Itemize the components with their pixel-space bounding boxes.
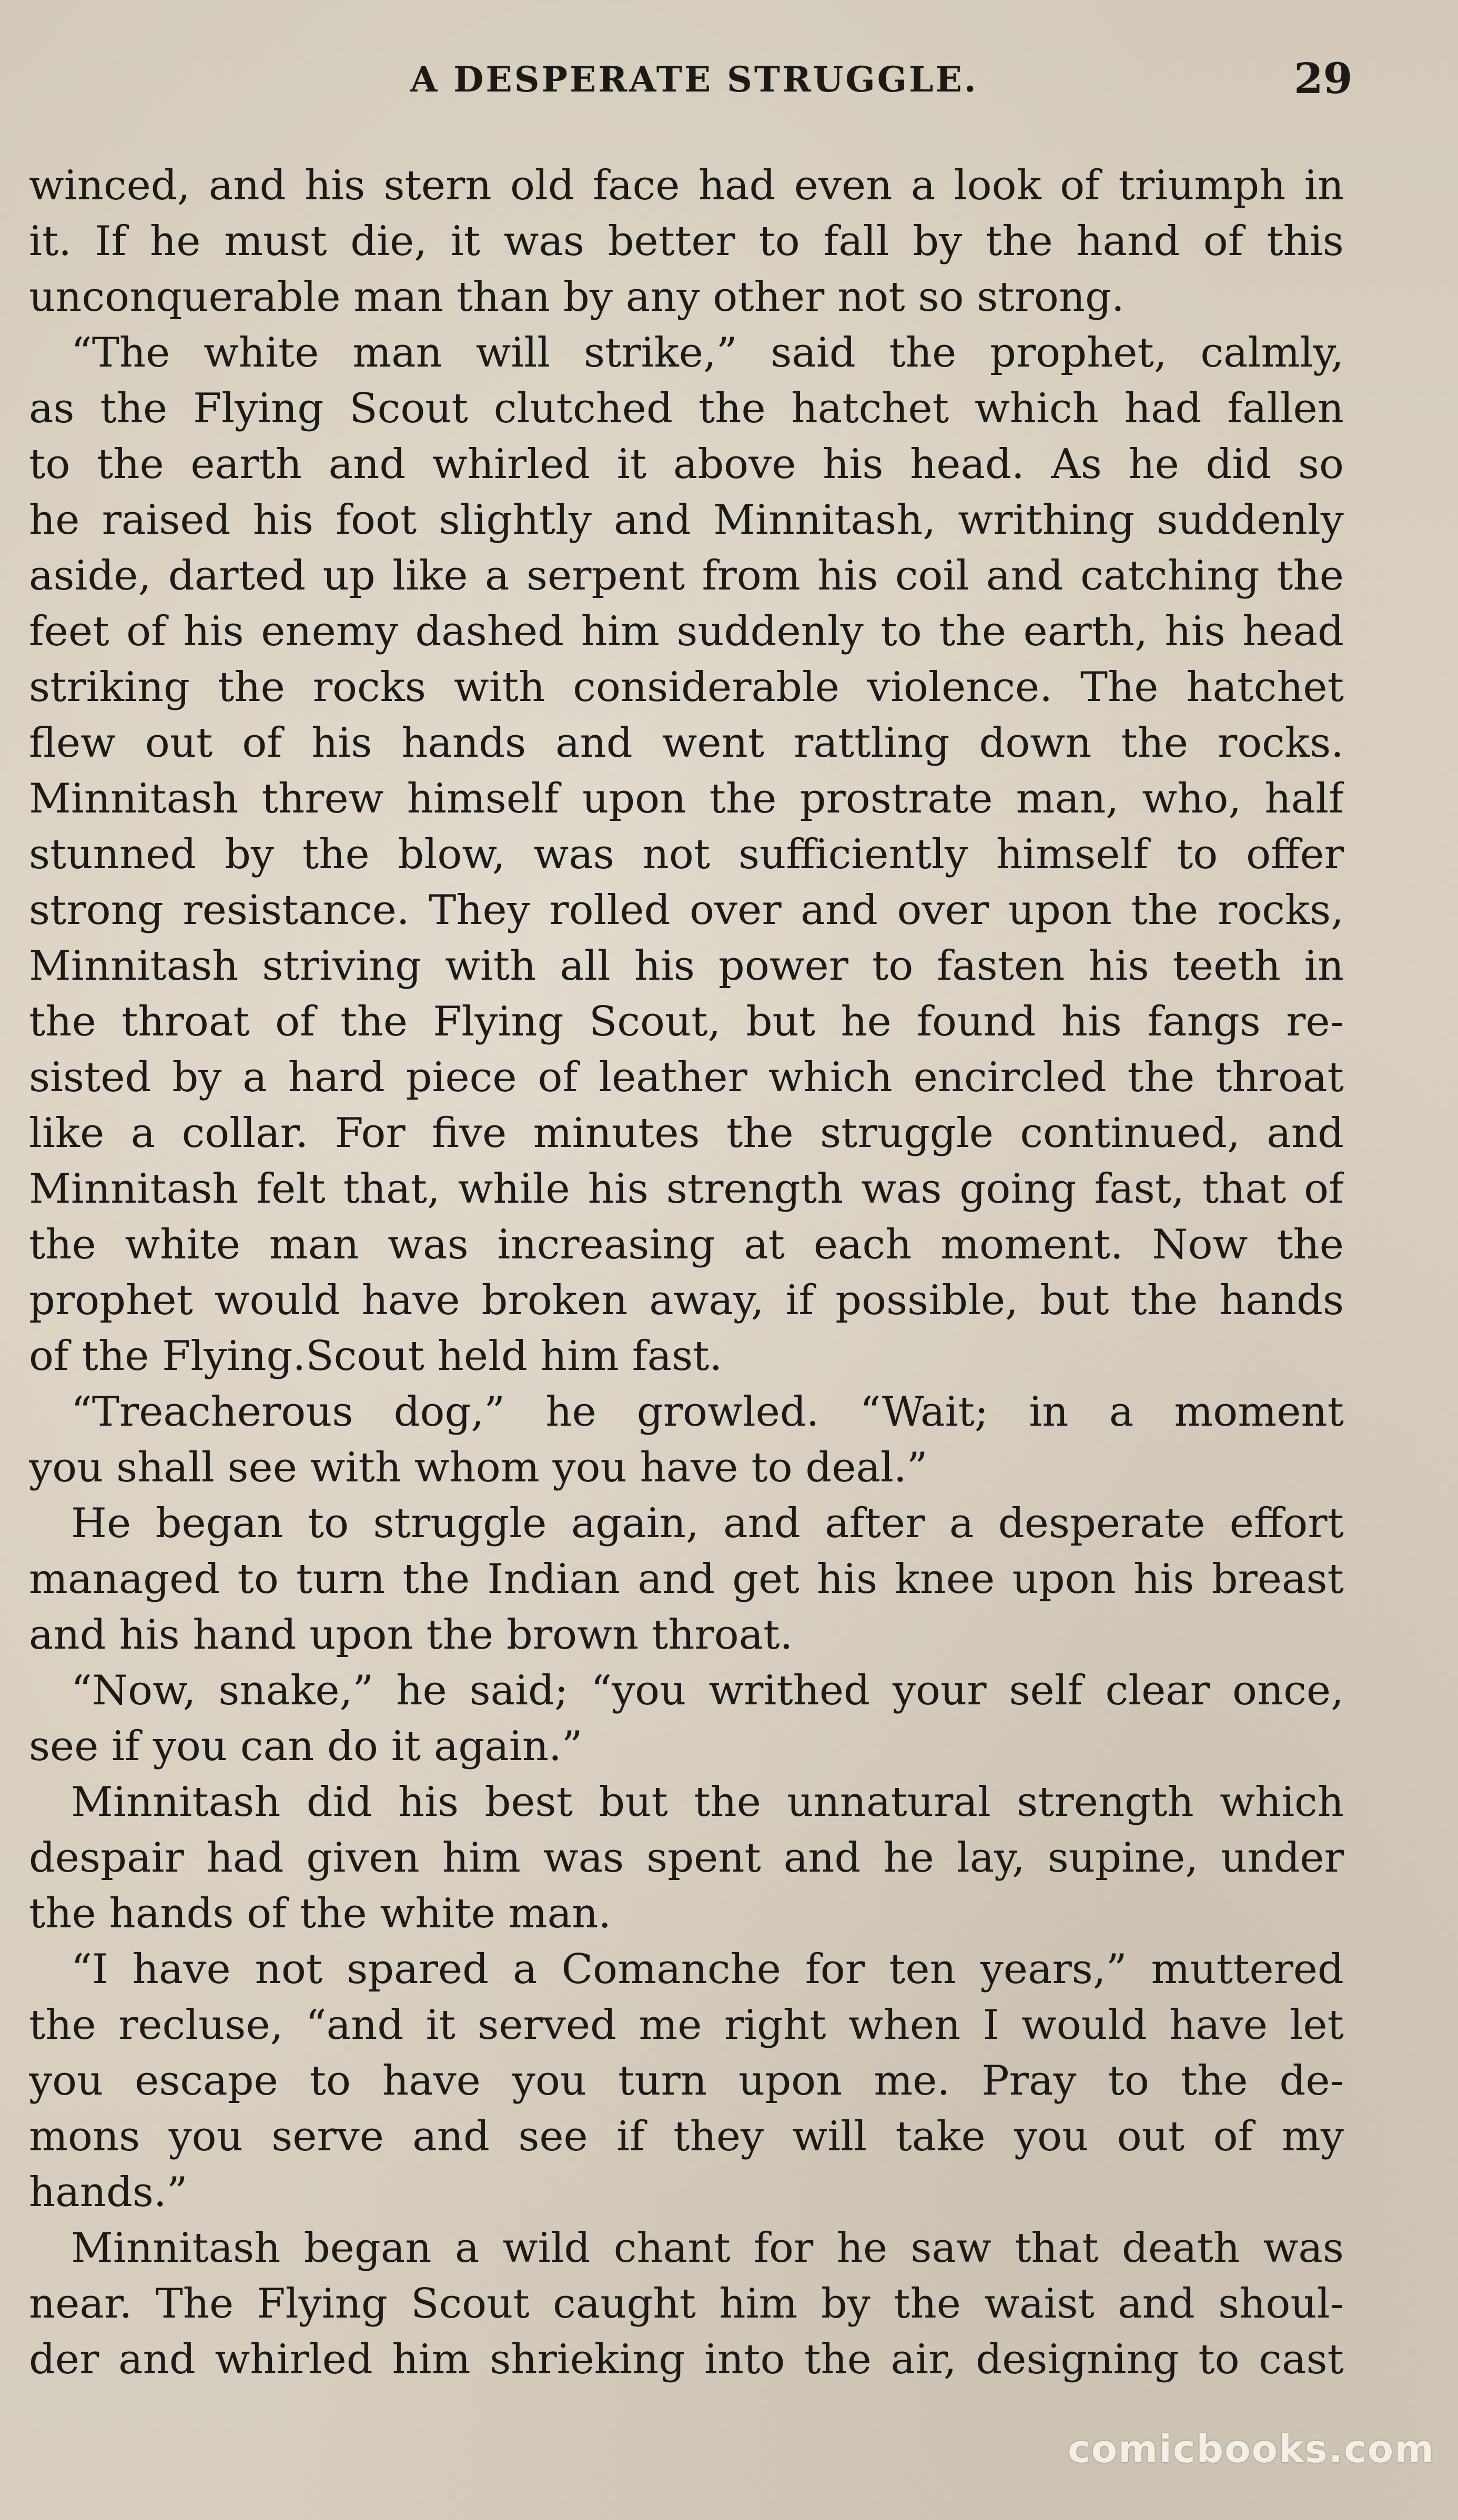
watermark: comicbooks.com: [1068, 2427, 1435, 2471]
text-line: mons you serve and see if they will take you out of my: [29, 2113, 1344, 2160]
text-line: like a collar. For five minutes the struggle continued, and: [29, 1110, 1344, 1157]
text-line: you escape to have you turn upon me. Pray to the de-: [29, 2057, 1344, 2105]
text-line: the throat of the Flying Scout, but he found his fangs re-: [29, 998, 1344, 1045]
text-line: the hands of the white man.: [29, 1890, 612, 1937]
body-text: [29, 158, 1344, 2387]
text-line: near. The Flying Scout caught him by the waist and shoul-: [29, 2280, 1344, 2328]
text-line: see if you can do it again.”: [29, 1723, 583, 1770]
text-line: sisted by a hard piece of leather which encircled the throat: [29, 1054, 1344, 1101]
page-number: 29: [1294, 54, 1353, 103]
text-line: “The white man will strike,” said the prophet, calmly,: [71, 329, 1344, 377]
text-line: prophet would have broken away, if possible, but the hands: [29, 1277, 1344, 1324]
text-line: feet of his enemy dashed him suddenly to the earth, his head: [29, 608, 1344, 655]
text-line: strong resistance. They rolled over and over upon the rocks,: [29, 887, 1344, 934]
text-line: winced, and his stern old face had even a look of triumph in: [29, 162, 1344, 209]
text-line: the white man was increasing at each moment. Now the: [29, 1221, 1344, 1268]
text-line: “Treacherous dog,” he growled. “Wait; in a moment: [71, 1388, 1344, 1436]
text-line: “Now, snake,” he said; “you writhed your self clear once,: [71, 1667, 1344, 1714]
text-line: He began to struggle again, and after a desperate effort: [71, 1500, 1344, 1547]
text-line: Minnitash striving with all his power to fasten his teeth in: [29, 942, 1344, 990]
text-line: he raised his foot slightly and Minnitash, writhing suddenly: [29, 496, 1344, 544]
text-line: as the Flying Scout clutched the hatchet which had fallen: [29, 385, 1344, 432]
text-line: unconquerable man than by any other not so strong.: [29, 273, 1125, 321]
text-line: Minnitash did his best but the unnatural strength which: [71, 1779, 1344, 1826]
text-line: despair had given him was spent and he lay, supine, under: [29, 1834, 1344, 1882]
text-line: and his hand upon the brown throat.: [29, 1611, 793, 1659]
text-line: stunned by the blow, was not sufficiently himself to offer: [29, 831, 1344, 878]
text-line: striking the rocks with considerable violence. The hatchet: [29, 664, 1344, 711]
text-line: Minnitash felt that, while his strength was going fast, that of: [29, 1165, 1344, 1213]
text-line: Minnitash began a wild chant for he saw that death was: [71, 2224, 1344, 2272]
text-line: to the earth and whirled it above his head. As he did so: [29, 441, 1344, 488]
running-head: A DESPERATE STRUGGLE.: [410, 59, 978, 100]
text-line: Minnitash threw himself upon the prostrate man, who, half: [29, 775, 1344, 822]
page-header: [0, 48, 1458, 111]
text-line: “I have not spared a Comanche for ten years,” muttered: [71, 1946, 1344, 1993]
text-line: you shall see with whom you have to deal.”: [29, 1444, 928, 1491]
text-line: of the Flying.Scout held him fast.: [29, 1333, 723, 1380]
text-line: flew out of his hands and went rattling down the rocks.: [29, 719, 1344, 767]
text-line: der and whirled him shrieking into the air, designing to cast: [29, 2336, 1344, 2383]
text-line: it. If he must die, it was better to fall by the hand of this: [29, 218, 1344, 265]
text-line: hands.”: [29, 2169, 188, 2216]
text-line: the recluse, “and it served me right when I would have let: [29, 2001, 1344, 2049]
text-line: managed to turn the Indian and get his knee upon his breast: [29, 1556, 1344, 1603]
text-line: aside, darted up like a serpent from his coil and catching the: [29, 552, 1344, 599]
